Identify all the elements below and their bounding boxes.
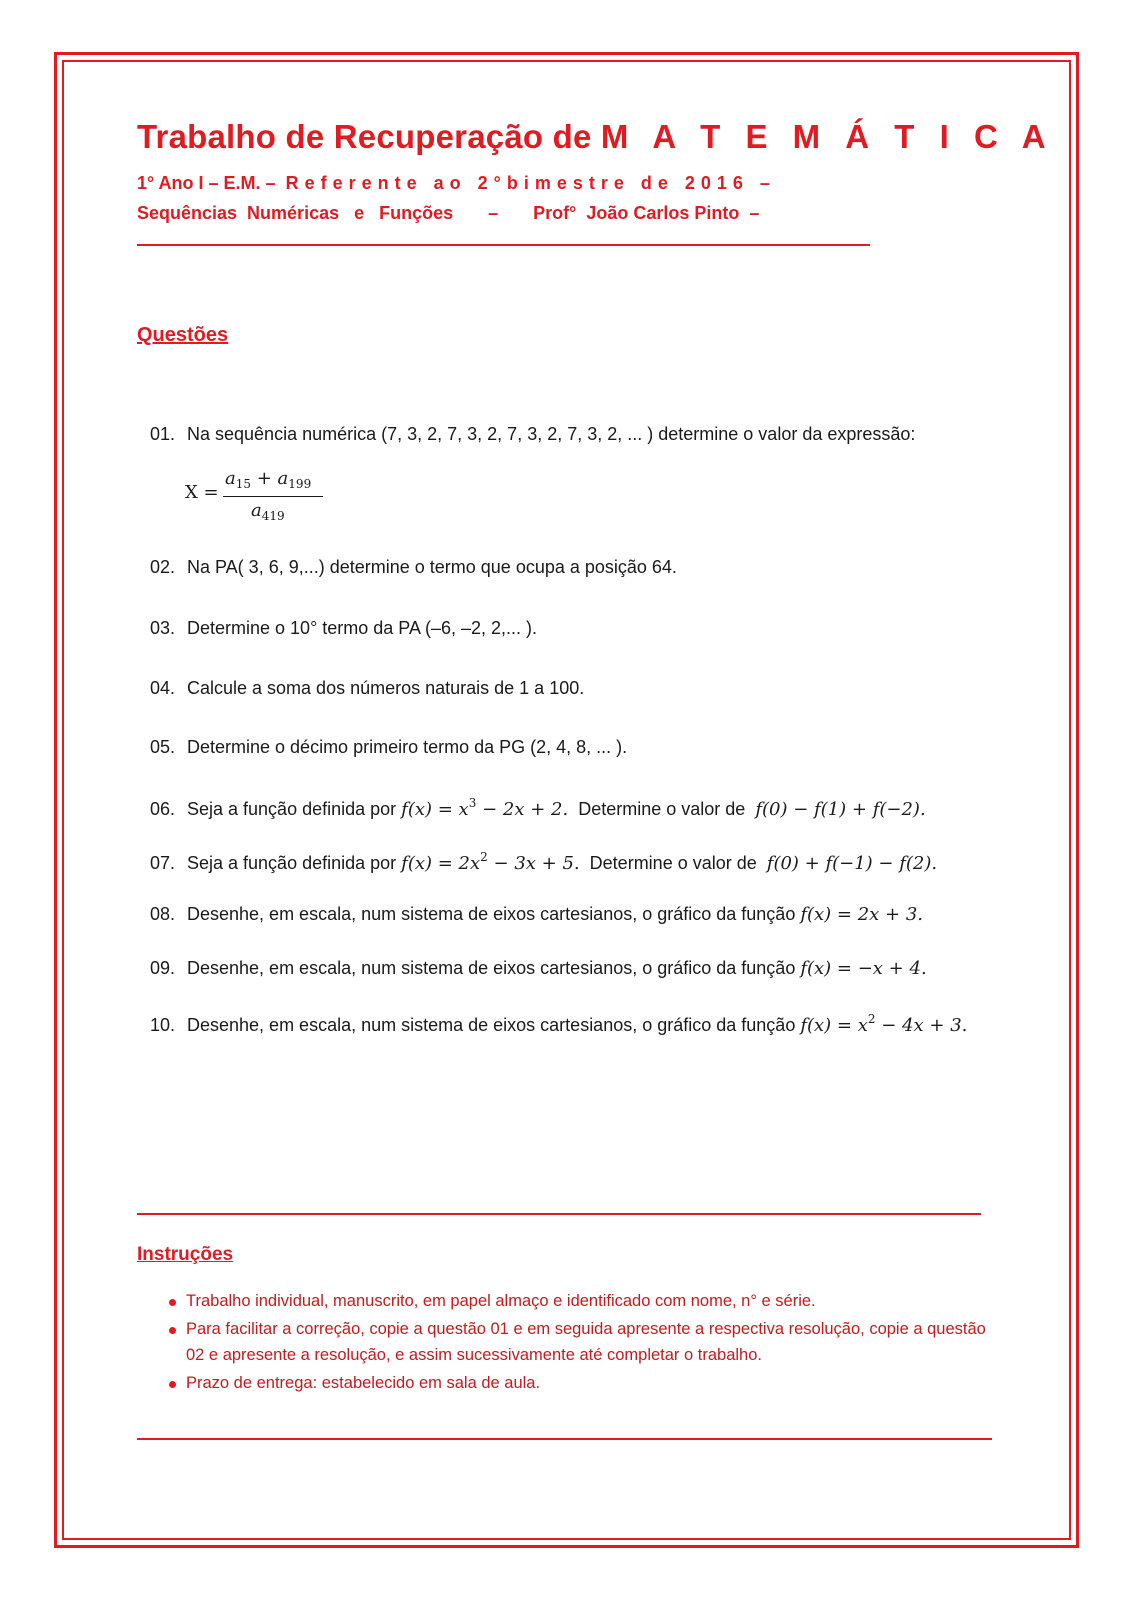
instruction-1: Trabalho individual, manuscrito, em papel almaço e identificado com nome, n° e série.: [186, 1292, 816, 1310]
instruction-3: Prazo de entrega: estabelecido em sala de aula.: [186, 1374, 541, 1392]
question-09: 09. Desenhe, em escala, num sistema de eixos cartesianos, o gráfico da função f(x) = −x + 4.: [150, 958, 927, 979]
bullet-icon: [169, 1381, 176, 1388]
subtitle-grade: 1° Ano I – E.M. – Referente ao 2°bimestre de 2016 –: [137, 173, 776, 193]
instructions-divider-top: [137, 1213, 981, 1215]
question-08: 08. Desenhe, em escala, num sistema de eixos cartesianos, o gráfico da função f(x) = 2x + 3.: [150, 904, 924, 925]
question-06: 06. Seja a função definida por $f(x) = x^3 - 2x + 2$. Determine o valor de f(0) − f(1) + f(−2).: [150, 796, 926, 820]
bullet-icon: [169, 1299, 176, 1306]
header-divider: [137, 244, 870, 246]
question-10: 10. Desenhe, em escala, num sistema de eixos cartesianos, o gráfico da função $f(x) = x^2 - 4x + 3$.: [150, 1012, 968, 1036]
instruction-2: Para facilitar a correção, copie a questão 01 e em seguida apresente a respectiva resolução, copie a questão: [186, 1320, 986, 1338]
question-04: 04. Calcule a soma dos números naturais de 1 a 100.: [150, 678, 585, 698]
question-05: 05. Determine o décimo primeiro termo da PG (2, 4, 8, ... ).: [150, 737, 628, 757]
question-07: 07. Seja a função definida por $f(x) = 2x^2 - 3x + 5$. Determine o valor de f(0) + f(−1) − f(2).: [150, 850, 938, 874]
question-02: 02. Na PA( 3, 6, 9,...) determine o termo que ocupa a posição 64.: [150, 557, 677, 577]
question-01: 01. Na sequência numérica (7, 3, 2, 7, 3, 2, 7, 3, 2, 7, 3, 2, ... ) determine o valor da expressão:: [150, 424, 916, 444]
instructions-divider-bottom: [137, 1438, 992, 1440]
instruction-2-cont: 02 e apresente a resolução, e assim sucessivamente até completar o trabalho.: [186, 1346, 762, 1364]
subtitle-topic: Sequências Numéricas e Funções – Prof° João Carlos Pinto –: [137, 203, 760, 223]
instructions-heading: Instruções: [137, 1244, 234, 1265]
document-title: Trabalho de Recuperação de M A T E M Á T I C A: [137, 118, 1054, 155]
question-03: 03. Determine o 10° termo da PA (–6, –2, 2,... ).: [150, 618, 538, 638]
bullet-icon: [169, 1327, 176, 1334]
questions-heading: Questões: [137, 324, 229, 346]
